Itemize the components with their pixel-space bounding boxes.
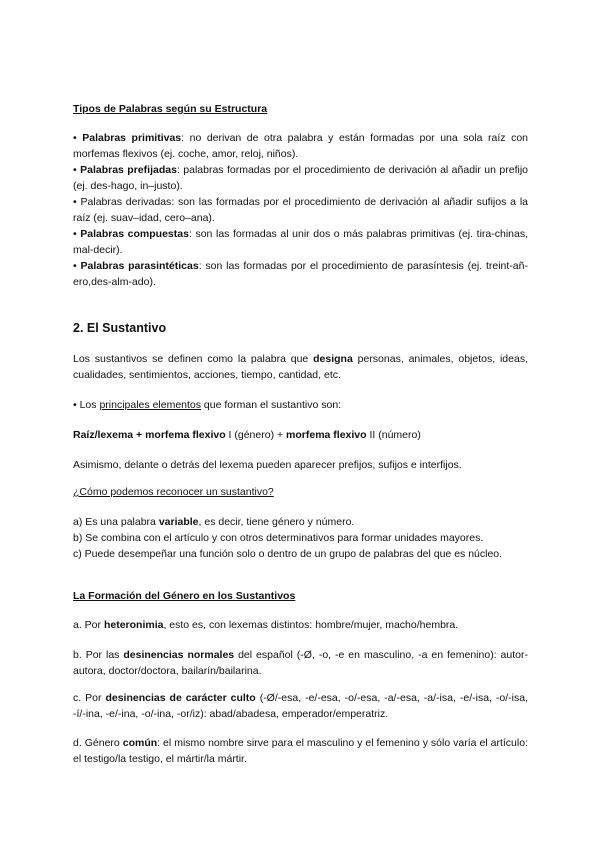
answer-a	[73, 514, 528, 530]
list-item-derivadas	[73, 194, 528, 226]
definition-compuestas: : son las formadas al unir dos o más palabras primitivas (ej. tira-chinas, mal-decir).	[73, 228, 529, 256]
term-prefijadas: Palabras prefijadas	[80, 164, 177, 176]
definition-prefijadas: : palabras formadas por el procedimiento de derivación al añadir un prefijo (ej. des-hago, in–justo).	[73, 164, 528, 192]
paragraph-desinencias-cultas	[73, 690, 528, 722]
formula-root: Raíz/lexema + morfema flexivo	[73, 429, 226, 441]
text-run: del español (-Ø, -o, -e en masculino, -a en femenino): autor-autora, doctor/doctora, bailarín/bailarina.	[73, 649, 528, 677]
text-run: a. Por	[73, 619, 104, 631]
paragraph-genero-comun	[73, 735, 528, 767]
paragraph-definition	[73, 351, 528, 383]
term-parasinteticas: Palabras parasintéticas	[80, 260, 199, 272]
bullet: •	[73, 228, 77, 240]
paragraph-heteronimia	[73, 617, 528, 633]
formula-gender: I (género) +	[225, 429, 287, 441]
formula-morpheme: morfema flexivo	[286, 429, 367, 441]
answers-list	[73, 514, 528, 562]
list-item-primitivas	[73, 130, 528, 162]
keyword-comun: común	[122, 737, 158, 749]
definition-primitivas: : no derivan de otra palabra y están formadas por una sola raíz con morfemas flexivos (ej. coche, amor, reloj, niños).	[73, 132, 528, 160]
term-derivadas: Palabras derivadas	[80, 196, 172, 208]
list-item-prefijadas	[73, 162, 528, 194]
keyword-desinencias-cultas: desinencias de carácter culto	[105, 692, 256, 704]
paragraph-elements	[73, 397, 528, 413]
section-title-formacion-genero: La Formación del Género en los Sustantivos	[73, 590, 296, 602]
text-run: d. Género	[73, 737, 123, 749]
section-title-tipos-palabras: Tipos de Palabras según su Estructura	[73, 103, 268, 115]
text-run: , es decir, tiene género y número.	[198, 516, 355, 528]
answer-c: c) Puede desempeñar una función solo o dentro de un grupo de palabras del que es núcleo.	[73, 548, 503, 560]
section-heading-sustantivo: 2. El Sustantivo	[73, 321, 167, 335]
text-run: personas, animales, objetos, ideas, cualidades, sentimientos, acciones, tiempo, cantidad, etc.	[73, 353, 528, 381]
text-run: a) Es una palabra	[73, 516, 159, 528]
bullet: •	[73, 260, 77, 272]
text-run: • Los	[73, 399, 100, 411]
bullet: •	[73, 132, 77, 144]
text-run: (-Ø/-esa, -e/-esa, -o/-esa, -a/-esa, -a/-isa, -e/-isa, -o/-isa, -í/-ina, -e/-ina, -o/-ina, -or/iz): abad/abadesa, emperador/emperatriz.	[73, 692, 529, 720]
underlined-principales-elementos: principales elementos	[99, 399, 202, 411]
keyword-desinencias-normales: desinencias normales	[123, 649, 235, 661]
text-run: que forman el sustantivo son:	[201, 399, 342, 411]
term-primitivas: Palabras primitivas	[82, 132, 182, 144]
bullet: •	[73, 196, 77, 208]
definition-derivadas: : son las formadas por el procedimiento de derivación al añadir sufijos a la raíz (ej. suav–idad, cero–ana).	[73, 196, 529, 224]
definition-parasinteticas: : son las formadas por el procedimiento de parasíntesis (ej. treint-añ-ero,des-alm-ado).	[73, 260, 528, 288]
text-run: b. Por las	[73, 649, 124, 661]
keyword-variable: variable	[158, 516, 199, 528]
text-run: , esto es, con lexemas distintos: hombre/mujer, macho/hembra.	[163, 619, 459, 631]
paragraph-formula	[73, 427, 528, 443]
formula-number: II (número)	[366, 429, 421, 441]
bullet: •	[73, 164, 77, 176]
term-compuestas: Palabras compuestas	[80, 228, 189, 240]
list-item-parasinteticas	[73, 258, 528, 290]
text-run: : el mismo nombre sirve para el masculino y el femenino y sólo varía el artículo: el testigo/la testigo, el mártir/la mártir.	[73, 737, 528, 765]
keyword-heteronimia: heteronimia	[103, 619, 164, 631]
text-run: Los sustantivos se definen como la palabra que	[73, 353, 314, 365]
word-types-list	[73, 130, 528, 290]
question-recognize-noun: ¿Cómo podemos reconocer un sustantivo?	[73, 486, 274, 498]
answer-b: b) Se combina con el artículo y con otros determinativos para formar unidades mayores.	[73, 532, 484, 544]
paragraph-desinencias-normales	[73, 647, 528, 679]
text-run: c. Por	[73, 692, 106, 704]
list-item-compuestas	[73, 226, 528, 258]
paragraph-affixes: Asimismo, delante o detrás del lexema pueden aparecer prefijos, sufijos e interfijos.	[73, 459, 462, 471]
keyword-designa: designa	[313, 353, 353, 365]
